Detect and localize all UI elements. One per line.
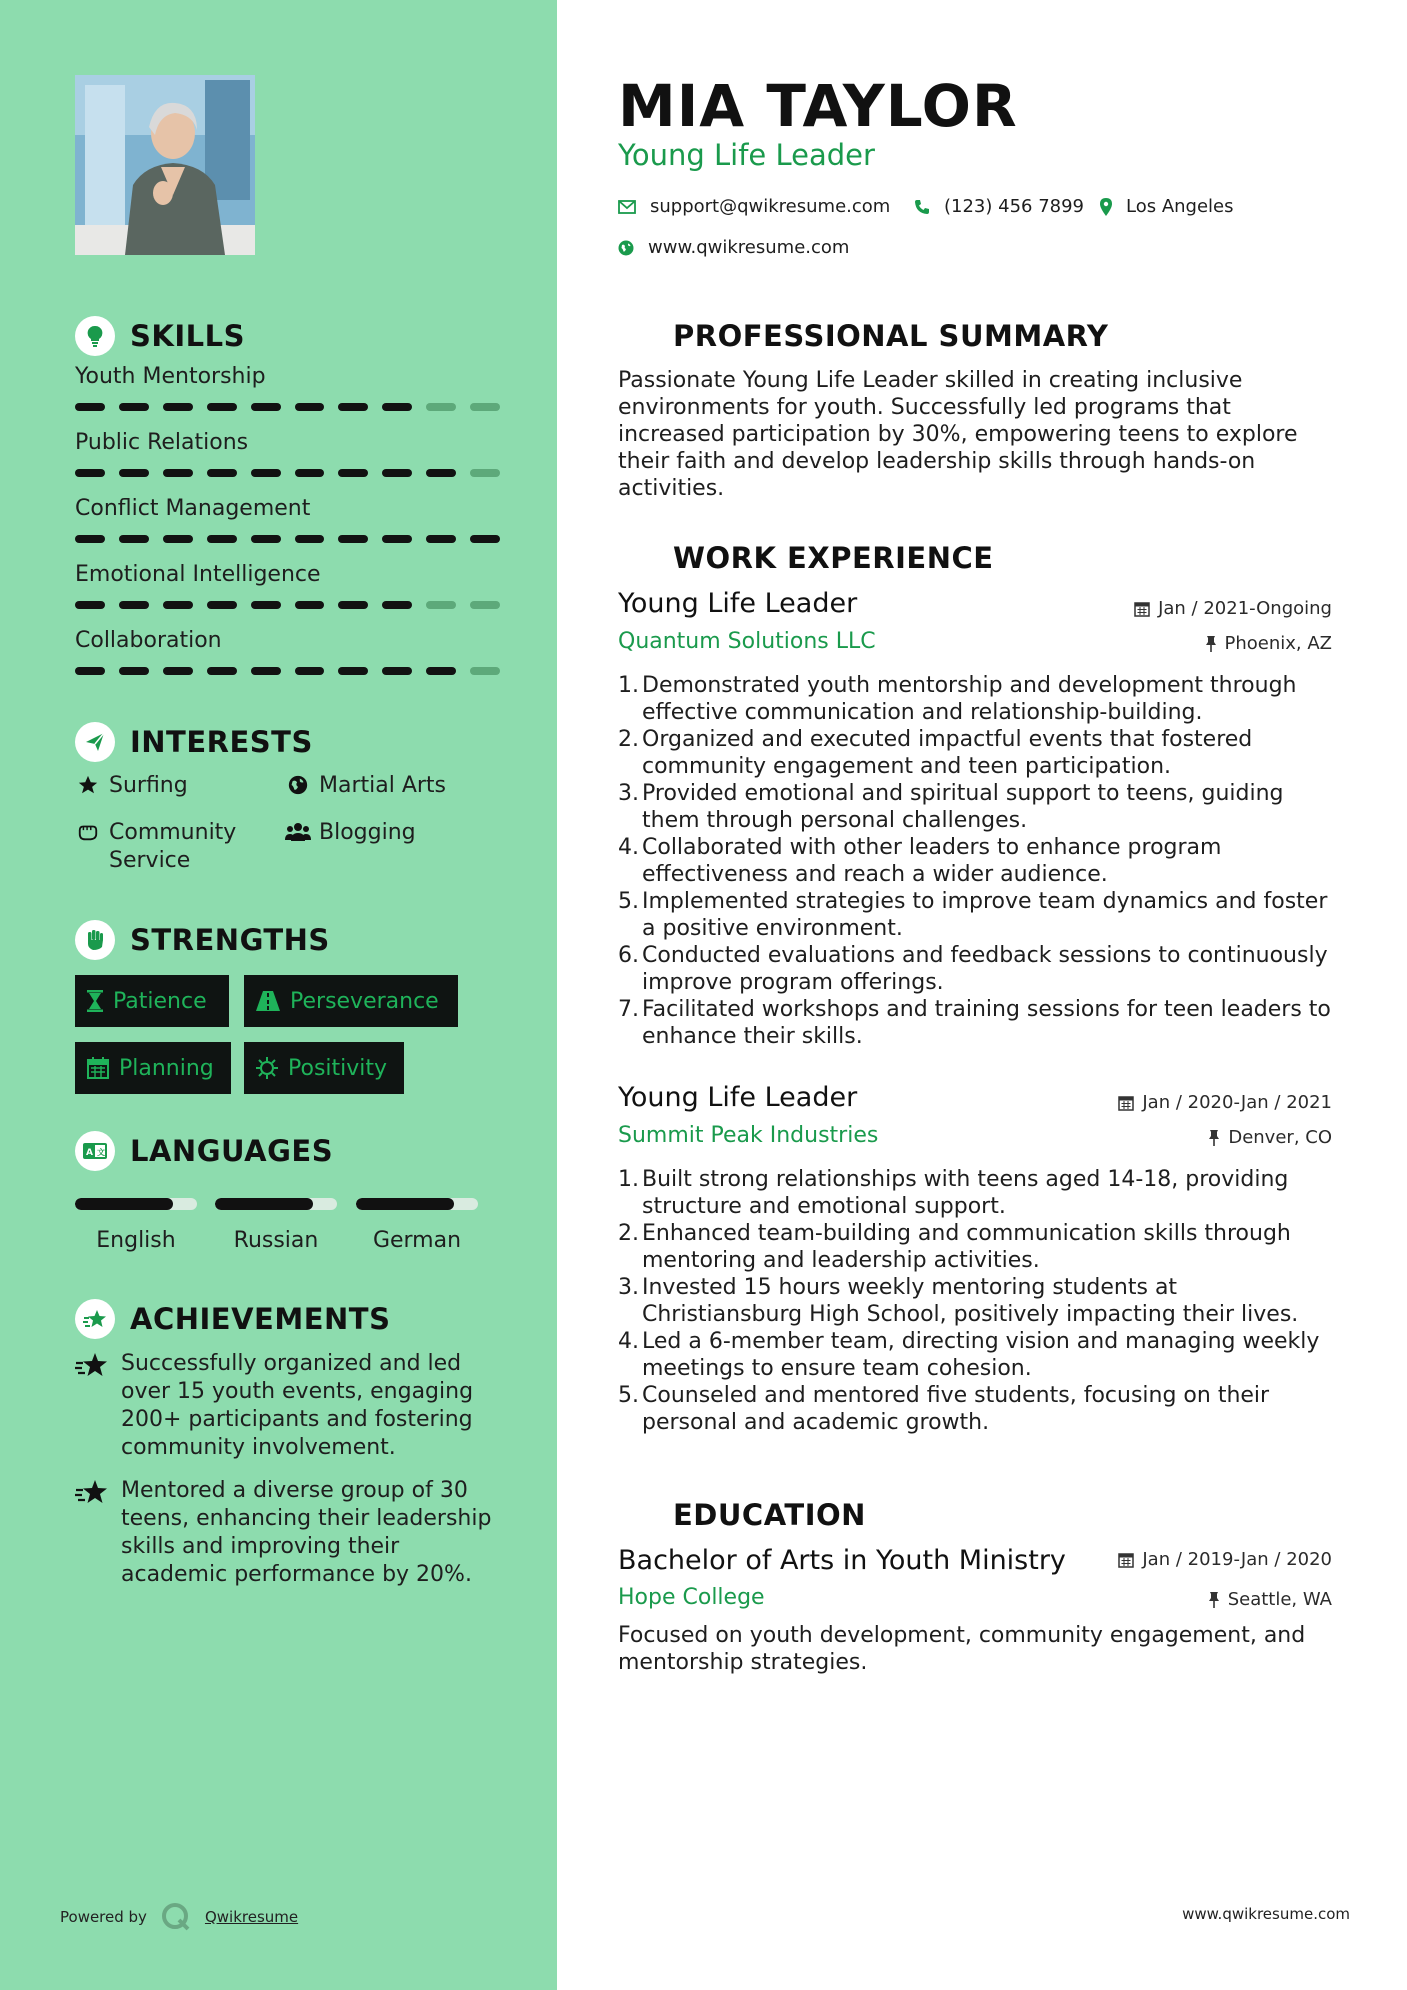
- svg-text:文: 文: [97, 1148, 105, 1157]
- calendar-icon: [87, 1057, 109, 1079]
- achievement-item: [75, 1477, 505, 1589]
- star-burst-icon: [75, 1477, 121, 1589]
- skill-item: [75, 430, 500, 477]
- summary-title: PROFESSIONAL SUMMARY: [673, 319, 1109, 353]
- bullet-text: Provided emotional and spiritual support to teens, guiding them through personal challenges.: [642, 781, 1284, 833]
- bullet-text: Organized and executed impactful events that fostered community engagement and teen participation.: [642, 727, 1253, 779]
- skill-rating-segment: [251, 601, 281, 609]
- bullet-number: 6.: [618, 943, 639, 968]
- job-location: [1208, 1127, 1332, 1148]
- skill-rating-segment: [295, 667, 325, 675]
- job-location: [1205, 633, 1333, 654]
- job-bullet: [618, 1220, 1338, 1274]
- job-bullet: [618, 1274, 1338, 1328]
- skill-rating-segment: [382, 535, 412, 543]
- users-icon: [285, 819, 311, 843]
- sidebar: [0, 0, 557, 1990]
- contact-location: [1100, 196, 1234, 217]
- skill-rating-segment: [470, 535, 500, 543]
- sun-icon: [256, 1057, 278, 1079]
- phone-icon: [914, 199, 930, 215]
- qwikresume-link[interactable]: Qwikresume: [204, 1908, 299, 1926]
- skill-rating-segment: [295, 403, 325, 411]
- location-text: Los Angeles: [1126, 196, 1234, 217]
- skill-rating: [75, 469, 500, 477]
- skill-rating-segment: [251, 469, 281, 477]
- star-icon: [75, 772, 101, 796]
- skill-rating-segment: [382, 667, 412, 675]
- job-bullet: [618, 996, 1338, 1050]
- achievement-item: [75, 1350, 505, 1462]
- envelope-icon: [618, 200, 636, 214]
- skill-rating-segment: [426, 601, 456, 609]
- skill-rating-segment: [251, 667, 281, 675]
- language-item: [215, 1198, 337, 1253]
- interest-item: [75, 819, 265, 875]
- skill-item: [75, 562, 500, 609]
- bullet-text: Facilitated workshops and training sessions for teen leaders to enhance their skills.: [642, 997, 1331, 1049]
- fist-icon: [75, 920, 115, 960]
- calendar-icon: [1134, 601, 1150, 617]
- strengths-heading: [75, 920, 330, 960]
- road-icon: [256, 991, 280, 1011]
- skill-rating-segment: [119, 667, 149, 675]
- strength-tag: [75, 975, 229, 1027]
- interests-title: INTERESTS: [130, 725, 313, 759]
- office-chair-icon: [618, 538, 658, 578]
- globe-icon: [285, 772, 311, 796]
- interest-item: [285, 772, 446, 800]
- job-bullet: [618, 834, 1338, 888]
- skill-rating-segment: [426, 403, 456, 411]
- skill-rating-segment: [163, 403, 193, 411]
- achievements-title: ACHIEVEMENTS: [130, 1302, 391, 1336]
- bullet-text: Collaborated with other leaders to enhance program effectiveness and reach a wider audience.: [642, 835, 1222, 887]
- calendar-icon: [1118, 1095, 1134, 1111]
- skill-rating-segment: [295, 469, 325, 477]
- language-icon: [75, 1131, 115, 1171]
- skill-rating: [75, 535, 500, 543]
- strength-label: Positivity: [288, 1055, 388, 1081]
- bullet-number: 4.: [618, 835, 639, 860]
- achievement-text: Mentored a diverse group of 30 teens, enhancing their leadership skills and improving their academic performance by 20%.: [121, 1478, 492, 1587]
- skill-label: Conflict Management: [75, 496, 311, 521]
- education-heading: [618, 1495, 866, 1535]
- languages-title: LANGUAGES: [130, 1134, 334, 1168]
- job-bullet: [618, 888, 1338, 942]
- job-bullet: [618, 1328, 1338, 1382]
- language-bar: [356, 1198, 478, 1210]
- strength-tag: [244, 1042, 404, 1094]
- job-bullet: [618, 780, 1338, 834]
- skills-title: SKILLS: [130, 319, 245, 353]
- skill-rating-segment: [426, 535, 456, 543]
- skill-label: Emotional Intelligence: [75, 562, 321, 587]
- job-dates-text: Jan / 2021-Ongoing: [1158, 598, 1332, 619]
- job-bullet: [618, 672, 1338, 726]
- job-bullets: [618, 672, 1338, 1050]
- skill-rating: [75, 403, 500, 411]
- job-title: Young Life Leader: [618, 1082, 858, 1113]
- bullet-number: 3.: [618, 1275, 639, 1300]
- powered-by: [60, 1902, 298, 1932]
- job-bullet: [618, 726, 1338, 780]
- experience-title: WORK EXPERIENCE: [673, 541, 994, 575]
- language-bar: [75, 1198, 197, 1210]
- job-title: Young Life Leader: [618, 588, 858, 619]
- skill-rating-segment: [163, 469, 193, 477]
- graduate-icon: [618, 1495, 658, 1535]
- company-name: Quantum Solutions LLC: [618, 629, 876, 654]
- language-label: English: [96, 1228, 176, 1253]
- skill-rating-segment: [338, 403, 368, 411]
- skill-rating-segment: [338, 667, 368, 675]
- skill-rating-segment: [426, 667, 456, 675]
- bullet-text: Counseled and mentored five students, focusing on their personal and academic growth.: [642, 1383, 1270, 1435]
- company-name: Summit Peak Industries: [618, 1123, 879, 1148]
- skill-rating-segment: [382, 601, 412, 609]
- skill-rating-segment: [119, 601, 149, 609]
- degree-title: Bachelor of Arts in Youth Ministry: [618, 1545, 1066, 1576]
- school-name: Hope College: [618, 1585, 765, 1610]
- bullet-text: Enhanced team-building and communication skills through mentoring and leadership activities.: [642, 1221, 1291, 1273]
- email-text: support@qwikresume.com: [650, 196, 891, 217]
- skill-rating-segment: [75, 469, 105, 477]
- map-pin-icon: [1100, 198, 1112, 216]
- calendar-icon: [1118, 1552, 1134, 1568]
- achievement-text: Successfully organized and led over 15 youth events, engaging 200+ participants and fostering community involvement.: [121, 1351, 474, 1460]
- skill-rating-segment: [163, 667, 193, 675]
- bullet-number: 3.: [618, 781, 639, 806]
- bullet-number: 4.: [618, 1329, 639, 1354]
- skill-rating-segment: [295, 535, 325, 543]
- bullet-number: 7.: [618, 997, 639, 1022]
- interest-label: Blogging: [319, 820, 416, 845]
- job-location-text: Denver, CO: [1228, 1127, 1332, 1148]
- skill-rating-segment: [75, 403, 105, 411]
- language-bar-fill: [356, 1198, 454, 1210]
- bullet-number: 2.: [618, 727, 639, 752]
- footer-url[interactable]: www.qwikresume.com: [1182, 1905, 1350, 1923]
- language-bar-fill: [75, 1198, 173, 1210]
- paper-plane-icon: [75, 722, 115, 762]
- skill-rating-segment: [207, 601, 237, 609]
- lightbulb-icon: [75, 316, 115, 356]
- bullet-text: Invested 15 hours weekly mentoring students at Christiansburg High School, positively impacting their lives.: [642, 1275, 1299, 1327]
- education-location: [1208, 1589, 1332, 1610]
- bullet-text: Implemented strategies to improve team dynamics and foster a positive environment.: [642, 889, 1328, 941]
- strength-label: Planning: [119, 1055, 214, 1081]
- bullet-number: 5.: [618, 889, 639, 914]
- skill-item: [75, 364, 500, 411]
- skills-heading: [75, 316, 245, 356]
- skill-label: Public Relations: [75, 430, 249, 455]
- skill-rating-segment: [119, 469, 149, 477]
- job-dates: [1134, 598, 1332, 619]
- strength-label: Patience: [113, 988, 207, 1014]
- skill-rating-segment: [207, 667, 237, 675]
- bullet-number: 1.: [618, 673, 639, 698]
- skill-rating-segment: [75, 667, 105, 675]
- job-dates-text: Jan / 2020-Jan / 2021: [1142, 1092, 1332, 1113]
- contact-phone[interactable]: [914, 196, 1084, 217]
- strengths-title: STRENGTHS: [130, 923, 330, 957]
- language-item: [356, 1198, 478, 1253]
- hand-icon: [75, 819, 101, 843]
- job-location-text: Phoenix, AZ: [1224, 633, 1332, 654]
- skill-rating-segment: [75, 601, 105, 609]
- trophy-star-icon: [75, 1299, 115, 1339]
- powered-by-label: Powered by: [60, 1908, 147, 1926]
- skill-rating-segment: [75, 535, 105, 543]
- interest-label: Martial Arts: [319, 773, 447, 798]
- achievements-heading: [75, 1299, 390, 1339]
- skill-rating-segment: [426, 469, 456, 477]
- qwikresume-logo-icon: [161, 1902, 191, 1932]
- education-dates-text: Jan / 2019-Jan / 2020: [1142, 1549, 1332, 1570]
- language-label: German: [372, 1228, 462, 1253]
- skill-rating-segment: [470, 667, 500, 675]
- language-bar: [215, 1198, 337, 1210]
- skill-rating-segment: [382, 469, 412, 477]
- strength-label: Perseverance: [290, 988, 439, 1014]
- skill-rating: [75, 601, 500, 609]
- skill-rating-segment: [251, 403, 281, 411]
- interest-item: [75, 772, 188, 800]
- strength-tag: [244, 975, 458, 1027]
- experience-heading: [618, 538, 994, 578]
- interest-label: Surfing: [109, 773, 188, 798]
- svg-text:A: A: [86, 1148, 93, 1158]
- skill-rating-segment: [163, 601, 193, 609]
- language-label: Russian: [233, 1228, 319, 1253]
- skill-rating-segment: [119, 403, 149, 411]
- bullet-number: 5.: [618, 1383, 639, 1408]
- interests-heading: [75, 722, 313, 762]
- skill-rating-segment: [338, 535, 368, 543]
- education-dates: [1118, 1549, 1332, 1570]
- phone-text: (123) 456 7899: [944, 196, 1085, 217]
- skill-rating-segment: [338, 469, 368, 477]
- bullet-text: Demonstrated youth mentorship and development through effective communication and relationship-building.: [642, 673, 1297, 725]
- skill-rating-segment: [251, 535, 281, 543]
- interest-item: [285, 819, 416, 847]
- job-bullet: [618, 1382, 1338, 1436]
- skill-label: Collaboration: [75, 628, 222, 653]
- skill-rating-segment: [295, 601, 325, 609]
- skill-rating-segment: [470, 469, 500, 477]
- star-burst-icon: [75, 1350, 121, 1462]
- language-item: [75, 1198, 197, 1253]
- skill-rating: [75, 667, 500, 675]
- bullet-text: Conducted evaluations and feedback sessions to continuously improve program offerings.: [642, 943, 1328, 995]
- skill-label: Youth Mentorship: [75, 364, 266, 389]
- bullet-text: Built strong relationships with teens aged 14-18, providing structure and emotional support.: [642, 1167, 1289, 1219]
- globe-icon: [618, 240, 634, 256]
- bullet-number: 1.: [618, 1167, 639, 1192]
- skill-item: [75, 496, 500, 543]
- job-bullets: [618, 1166, 1338, 1436]
- contact-website[interactable]: [618, 237, 849, 258]
- education-title: EDUCATION: [673, 1498, 866, 1532]
- skill-rating-segment: [207, 403, 237, 411]
- pushpin-icon: [1208, 1592, 1220, 1608]
- skill-rating-segment: [207, 535, 237, 543]
- summary-text: Passionate Young Life Leader skilled in creating inclusive environments for youth. Successfully led programs that increased participation by 30%, empowering teens to explore their faith and develop leadership skills through hands-on activities.: [618, 368, 1298, 501]
- website-text: www.qwikresume.com: [648, 237, 850, 258]
- summary-heading: [618, 316, 1108, 356]
- pushpin-icon: [1208, 1130, 1220, 1146]
- skill-item: [75, 628, 500, 675]
- candidate-title: Young Life Leader: [618, 138, 875, 172]
- education-description: Focused on youth development, community engagement, and mentorship strategies.: [618, 1623, 1306, 1675]
- candidate-name: MIA TAYLOR: [618, 72, 1018, 140]
- strength-tag: [75, 1042, 231, 1094]
- skill-rating-segment: [207, 469, 237, 477]
- contact-email[interactable]: [618, 196, 890, 217]
- pushpin-icon: [1205, 636, 1217, 652]
- skill-rating-segment: [338, 601, 368, 609]
- skill-rating-segment: [470, 601, 500, 609]
- profile-photo: [75, 75, 255, 255]
- skill-rating-segment: [382, 403, 412, 411]
- hourglass-icon: [87, 990, 103, 1012]
- language-bar-fill: [215, 1198, 313, 1210]
- job-bullet: [618, 1166, 1338, 1220]
- user-icon: [618, 316, 658, 356]
- job-bullet: [618, 942, 1338, 996]
- job-dates: [1118, 1092, 1332, 1113]
- skill-rating-segment: [470, 403, 500, 411]
- skill-rating-segment: [163, 535, 193, 543]
- interest-label: Community Service: [109, 820, 237, 873]
- skill-rating-segment: [119, 535, 149, 543]
- bullet-text: Led a 6-member team, directing vision and managing weekly meetings to ensure team cohesion.: [642, 1329, 1320, 1381]
- bullet-number: 2.: [618, 1221, 639, 1246]
- education-location-text: Seattle, WA: [1227, 1589, 1332, 1610]
- languages-heading: [75, 1131, 333, 1171]
